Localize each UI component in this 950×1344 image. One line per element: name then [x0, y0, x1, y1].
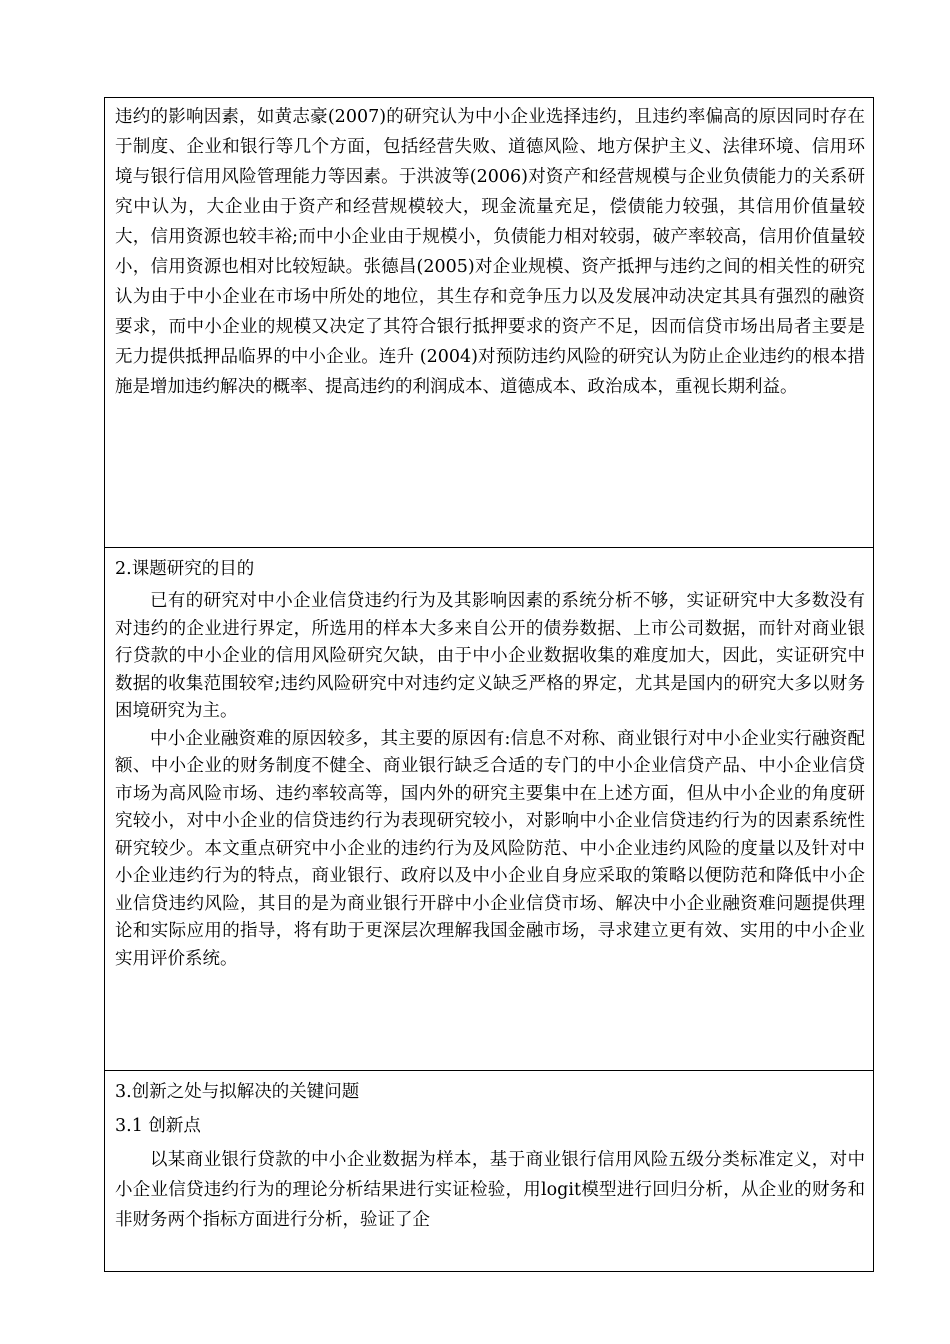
innovation-heading: 3.创新之处与拟解决的关键问题 [115, 1082, 360, 1102]
research-purpose-paragraph-1: 已有的研究对中小企业信贷违约行为及其影响因素的系统分析不够，实证研究中大多数没有对违约的企业进行界定，所选用的样本大多来自公开的债券数据、上市公司数据，而针对商业银行贷款的中小企业的信用风险研究欠缺，由于中小企业数据收集的难度加大，因此，实证研究中数据的收集范围较窄;违约风险研究中对违约定义缺乏严格的界定，尤其是国内的研究大多以财务困境研究为主。 [115, 591, 865, 721]
proposal-table [104, 97, 874, 1272]
research-purpose-paragraph-2: 中小企业融资难的原因较多，其主要的原因有:信息不对称、商业银行对中小企业实行融资配额、中小企业的财务制度不健全、商业银行缺乏合适的专门的中小企业信贷产品、中小企业信贷市场为高风险市场、违约率较高等，国内外的研究主要集中在上述方面，但从中小企业的角度研究较小，对中小企业的信贷违约行为表现研究较小，对影响中小企业信贷违约行为的因素系统性研究较少。本文重点研究中小企业的违约行为及风险防范、中小企业违约风险的度量以及针对中小企业违约行为的特点，商业银行、政府以及中小企业自身应采取的策略以便防范和降低中小企业信贷违约风险，其目的是为商业银行开辟中小企业信贷市场、解决中小企业融资难问题提供理论和实际应用的指导，将有助于更深层次理解我国金融市场，寻求建立更有效、实用的中小企业实用评价系统。 [115, 728, 865, 969]
literature-review-paragraph: 违约的影响因素，如黄志豪(2007)的研究认为中小企业选择违约，且违约率偏高的原因同时存在于制度、企业和银行等几个方面，包括经营失败、道德风险、地方保护主义、法律环境、信用环境与银行信用风险管理能力等因素。于洪波等(2006)对资产和经营规模与企业负债能力的关系研究中认为，大企业由于资产和经营规模较大，现金流量充足，偿债能力较强，其信用价值量较大，信用资源也较丰裕;而中小企业由于规模小，负债能力相对较弱，破产率较高，信用价值量较小，信用资源也相对比较短缺。张德昌(2005)对企业规模、资产抵押与违约之间的相关性的研究认为由于中小企业在市场中所处的地位，其生存和竞争压力以及发展冲动决定其具有强烈的融资要求，而中小企业的规模又决定了其符合银行抵押要求的资产不足，因而信贷市场出局者主要是无力提供抵押品临界的中小企业。连升 (2004)对预防违约风险的研究认为防止企业违约的根本措施是增加违约解决的概率、提高违约的利润成本、道德成本、政治成本，重视长期利益。 [115, 107, 865, 397]
innovation-paragraph: 以某商业银行贷款的中小企业数据为样本，基于商业银行信用风险五级分类标准定义，对中小企业信贷违约行为的理论分析结果进行实证检验，用logit模型进行回归分析，从企业的财务和非财务两个指标方面进行分析，验证了企 [115, 1150, 865, 1230]
research-purpose-cell [105, 547, 873, 1070]
innovation-subheading: 3.1 创新点 [115, 1116, 201, 1136]
innovation-cell [105, 1070, 873, 1271]
literature-review-cell [105, 98, 873, 547]
research-purpose-heading: 2.课题研究的目的 [115, 559, 255, 579]
